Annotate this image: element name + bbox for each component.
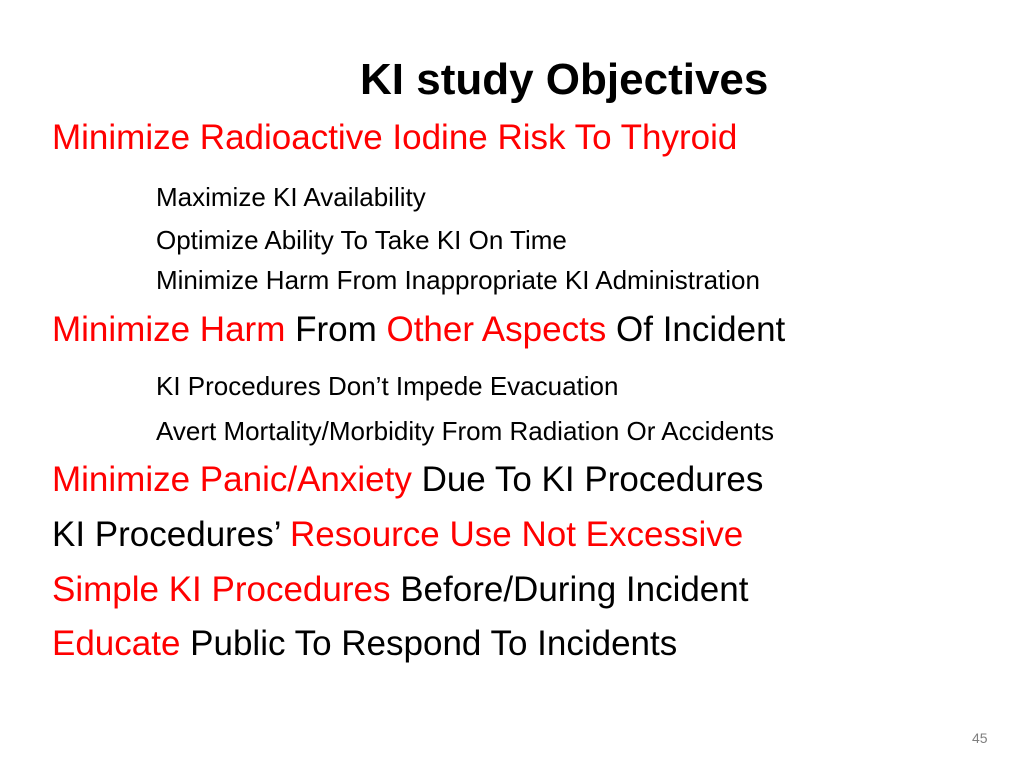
objective-2-subitem-2: Avert Mortality/Morbidity From Radiation Or Accidents <box>156 416 774 446</box>
objective-6 <box>52 622 677 666</box>
objective-4-part-1: KI Procedures’ <box>52 515 290 554</box>
objective-5-part-1: Simple KI Procedures <box>52 570 391 609</box>
slide-title: KI study Objectives <box>360 55 769 104</box>
objective-1-subitem-3: Minimize Harm From Inappropriate KI Administration <box>156 265 760 295</box>
objective-2-subitem-1: KI Procedures Don’t Impede Evacuation <box>156 371 619 401</box>
objective-1 <box>52 116 737 160</box>
objective-3 <box>52 458 763 502</box>
objective-2 <box>52 308 785 352</box>
objective-1-text: Minimize Radioactive Iodine Risk To Thyroid <box>52 118 738 157</box>
objective-2-part-3: Other Aspects <box>386 310 607 349</box>
objective-2-part-4: Of Incident <box>606 310 786 349</box>
objective-3-part-1: Minimize Panic/Anxiety <box>52 460 412 499</box>
objective-6-part-2: Public To Respond To Incidents <box>180 624 678 663</box>
slide-number: 45 <box>972 730 988 746</box>
objective-1-subitem-1: Maximize KI Availability <box>156 182 426 212</box>
objective-4-part-2: Resource Use Not Excessive <box>289 515 744 554</box>
objective-2-part-2: From <box>285 310 387 349</box>
objective-5 <box>52 568 748 612</box>
objective-2-part-1: Minimize Harm <box>52 310 286 349</box>
objective-4 <box>52 513 743 557</box>
objective-1-subitem-2: Optimize Ability To Take KI On Time <box>156 225 567 255</box>
objective-5-part-2: Before/During Incident <box>390 570 749 609</box>
objective-6-part-1: Educate <box>52 624 181 663</box>
objective-3-part-2: Due To KI Procedures <box>411 460 764 499</box>
